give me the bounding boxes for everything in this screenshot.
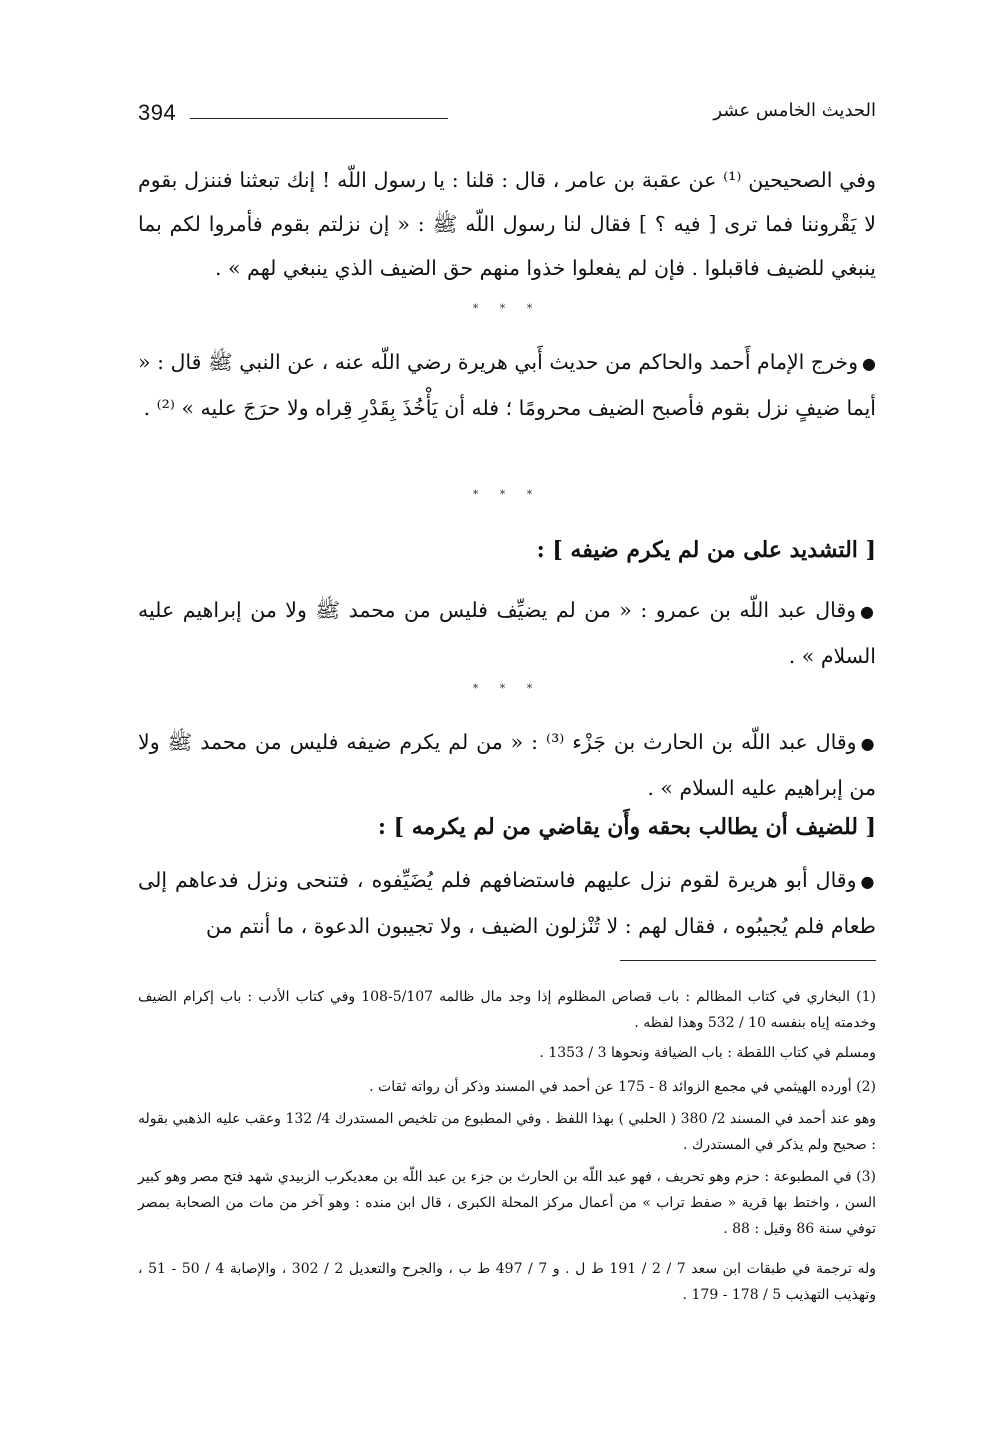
bullet-icon: ● bbox=[860, 872, 876, 891]
footnote-3: (3) في المطبوعة : حزم وهو تحريف ، فهو عبد اللّه بن الحارث بن جزء بن عبد اللّه بن معديكرب الزبيدي شهد فتح مصر وهو كبير السن ، واختط بها قرية « صفط تراب » من أعمال مركز المحلة الكبرى ، قال ابن منده : وهو آخر من مات من الصحابة بمصر توفي سنة 86 وقيل : 88 . bbox=[138, 1169, 876, 1237]
bullet-icon: ● bbox=[860, 734, 876, 753]
paragraph-3-text: وقال عبد اللّه بن عمرو : « من لم يضيِّف فليس من محمد ﷺ ولا من إبراهيم عليه السلام » . bbox=[138, 598, 876, 668]
bullet-icon: ● bbox=[862, 354, 876, 373]
subheading-1: [ التشديد على من لم يكرم ضيفه ] : bbox=[536, 537, 876, 563]
footnote-1: (1) البخاري في كتاب المظالم : باب قصاص المظلوم إذا وجد مال ظالمه 5/107-108 وفي كتاب الأدب : باب إكرام الضيف وخدمته إياه بنفسه 10 / 532 وهذا لفظه . bbox=[138, 989, 876, 1031]
paragraph-4 bbox=[138, 720, 876, 810]
running-title: الحديث الخامس عشر bbox=[713, 100, 876, 121]
separator-1: * * * bbox=[472, 302, 542, 315]
separator-3: * * * bbox=[472, 682, 542, 695]
footnote-rule bbox=[620, 960, 876, 961]
paragraph-3 bbox=[138, 588, 876, 678]
paragraph-5 bbox=[138, 858, 876, 948]
footnote-2: (2) أورده الهيثمي في مجمع الزوائد 8 - 175 عن أحمد في المسند وذكر أن رواته ثقات . bbox=[369, 1079, 876, 1095]
bullet-icon: ● bbox=[860, 602, 876, 621]
paragraph-4-text: وقال عبد اللّه بن الحارث بن جَزْء ⁽³⁾ : « من لم يكرم ضيفه فليس من محمد ﷺ ولا من إبراهيم عليه السلام » . bbox=[138, 730, 876, 800]
footnote-2-continued: وهو عند أحمد في المسند 2/ 380 ( الحلبي ) بهذا اللفظ . وفي المطبوع من تلخيص المستدرك 4/ 132 وعقب عليه الذهبي بقوله : صحيح ولم يذكر في المستدرك . bbox=[138, 1111, 877, 1153]
paragraph-2-text: وخرج الإمام أَحمد والحاكم من حديث أَبي هريرة رضي اللّه عنه ، عن النبي ﷺ قال : « أيما ضيفٍ نزل بقوم فأصبح الضيف محرومًا ؛ فله أن يَأْخُذَ بِقَدْرِ قِراه ولا حرَجَ عليه » ⁽²⁾ . bbox=[138, 350, 876, 420]
page-number: 394 bbox=[138, 100, 177, 125]
paragraph-2 bbox=[138, 340, 876, 430]
footnote-1-continued: ومسلم في كتاب اللقطة : باب الضيافة ونحوها 3 / 1353 . bbox=[539, 1045, 876, 1061]
footnote-3-continued: وله ترجمة في طبقات ابن سعد 7 / 2 / 191 ط ل . و 7 / 497 ط ب ، والجرح والتعديل 2 / 302 ، والإصابة 4 / 50 - 51 ، وتهذيب التهذيب 5 / 178 - 179 . bbox=[138, 1261, 876, 1303]
paragraph-1: وفي الصحيحين ⁽¹⁾ عن عقبة بن عامر ، قال : قلنا : يا رسول اللّه ! إنك تبعثنا فننزل بقوم لا يَقْروننا فما ترى [ فيه ؟ ] فقال لنا رسول اللّه ﷺ : « إن نزلتم بقوم فأمروا لكم بما ينبغي للضيف فاقبلوا . فإن لم يفعلوا خذوا منهم حق الضيف الذي ينبغي لهم » . bbox=[138, 168, 876, 280]
separator-2: * * * bbox=[472, 488, 542, 501]
paragraph-5-text: وقال أبو هريرة لقوم نزل عليهم فاستضافهم فلم يُضَيِّفوه ، فتنحى ونزل فدعاهم إلى طعام فلم يُجيبُوه ، فقال لهم : لا تُنْزلون الضيف ، ولا تجيبون الدعوة ، ما أنتم من bbox=[138, 868, 876, 938]
page-header bbox=[138, 100, 876, 134]
header-rule bbox=[190, 118, 448, 119]
subheading-2: [ للضيف أن يطالب بحقه وأَن يقاضي من لم يكرمه ] : bbox=[377, 814, 876, 840]
